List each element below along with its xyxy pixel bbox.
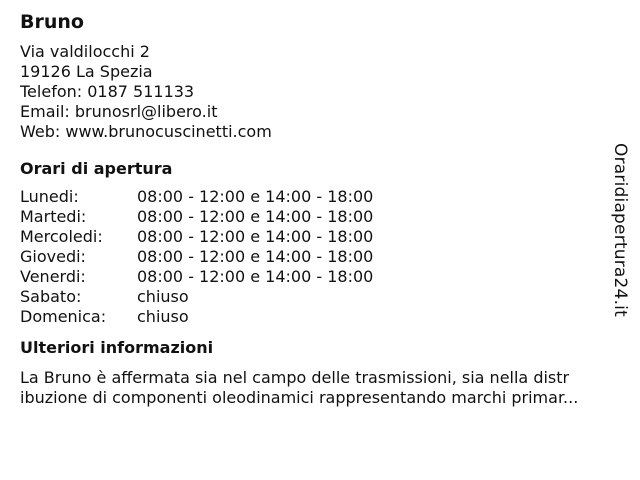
address-line-1: Via valdilocchi 2 [20,42,150,61]
time-value: chiuso [137,287,189,306]
time-value: 08:00 - 12:00 e 14:00 - 18:00 [137,267,374,286]
day-label: Mercoledi: [20,227,103,246]
day-label: Giovedi: [20,247,86,266]
time-value: 08:00 - 12:00 e 14:00 - 18:00 [137,247,374,266]
business-card [20,10,620,408]
opening-hours-title: Orari di apertura [20,159,173,178]
site-brand-text: Oraridiapertura24.it [610,143,631,317]
hours-row-saturday [20,287,620,307]
contact-block [20,42,620,142]
time-value: 08:00 - 12:00 e 14:00 - 18:00 [137,227,374,246]
day-label: Martedi: [20,207,87,226]
hours-row-tuesday [20,207,620,227]
day-label: Domenica: [20,307,107,326]
day-label: Sabato: [20,287,82,306]
day-label: Lunedi: [20,187,79,206]
hours-row-thursday [20,247,620,267]
day-label: Venerdi: [20,267,86,286]
description-line-2: ibuzione di componenti oleodinamici rappresentando marchi primar... [20,388,579,407]
time-value: chiuso [137,307,189,326]
web-line: Web: www.brunocuscinetti.com [20,122,272,141]
email-line: Email: brunosrl@libero.it [20,102,218,121]
hours-row-friday [20,267,620,287]
time-value: 08:00 - 12:00 e 14:00 - 18:00 [137,187,374,206]
business-name: Bruno [20,11,84,33]
further-info-title: Ulteriori informazioni [20,338,214,357]
hours-row-monday [20,187,620,207]
opening-hours-table [20,187,620,327]
site-brand-vertical [600,140,640,320]
phone-line: Telefon: 0187 511133 [20,82,195,101]
time-value: 08:00 - 12:00 e 14:00 - 18:00 [137,207,374,226]
hours-row-sunday [20,307,620,327]
address-line-2: 19126 La Spezia [20,62,153,81]
description-line-1: La Bruno è affermata sia nel campo delle trasmissioni, sia nella distr [20,368,570,387]
hours-row-wednesday [20,227,620,247]
